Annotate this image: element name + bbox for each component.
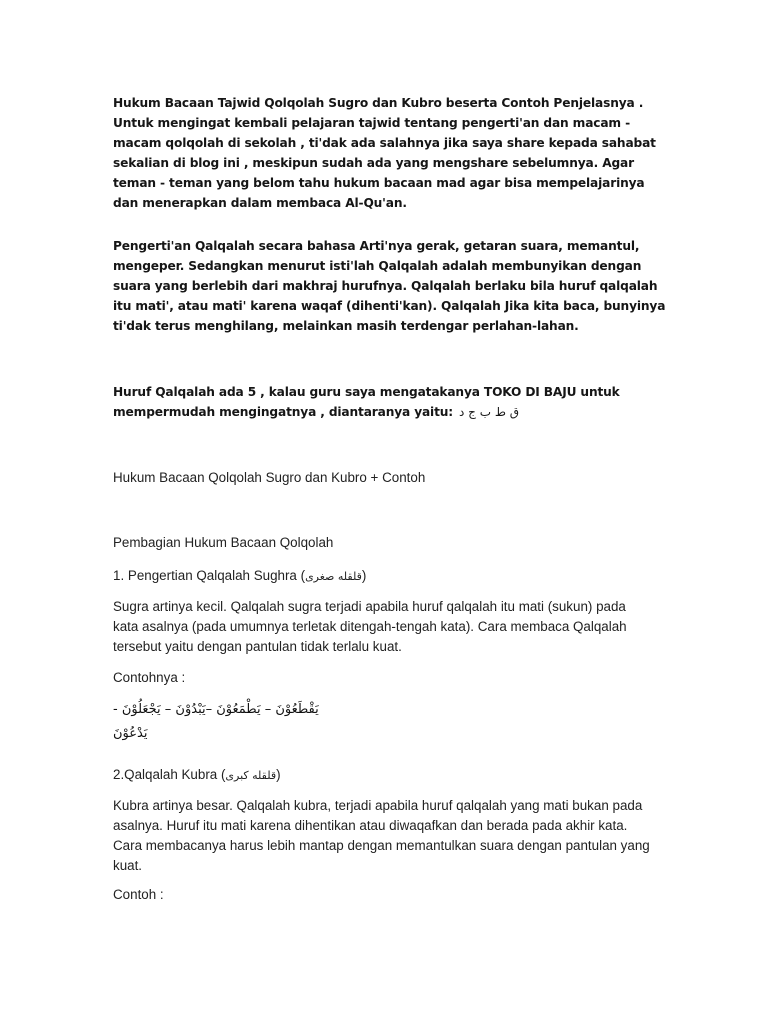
sughra-heading-prefix: 1. Pengertian Qalqalah Sughra ( <box>113 568 306 583</box>
section-title: Hukum Bacaan Qolqolah Sugro dan Kubro + Contoh <box>113 470 426 485</box>
intro-paragraph: Hukum Bacaan Tajwid Qolqolah Sugro dan Kubro beserta Contoh Penjelasnya . Untuk mengingat kembali pelajaran tajwid tentang pengerti'an dan macam - macam qolqolah di sekolah , ti'dak ada salahnya jika saya share kepada sahabat sekalian di blog ini , meskipun sudah ada yang mengshare sebelumnya. Agar teman - teman yang belom tahu hukum bacaan mad agar bisa mempelajarinya dan menerapkan dalam membaca Al-Qu'an. <box>113 96 656 210</box>
kubra-heading-prefix: 2.Qalqalah Kubra ( <box>113 767 226 782</box>
qalqalah-letters-text: Huruf Qalqalah ada 5 , kalau guru saya mengatakanya TOKO DI BAJU untuk mempermudah mengingatnya , diantaranya yaitu: <box>113 385 620 419</box>
sughra-heading-arabic: قلقله صغرى <box>305 570 362 583</box>
sughra-body: Sugra artinya kecil. Qalqalah sugra terjadi apabila huruf qalqalah itu mati (sukun) pada kata asalnya (pada umumnya terletak ditengah-tengah kata). Cara membaca Qalqalah tersebut yaitu dengan pantulan tidak terlalu kuat. <box>113 599 627 654</box>
definition-paragraph: Pengerti'an Qalqalah secara bahasa Arti'nya gerak, getaran suara, memantul, mengeper. Sedangkan menurut isti'lah Qalqalah adalah membunyikan dengan suara yang berlebih dari makhraj hurufnya. Qalqalah berlaku bila huruf qalqalah itu mati', atau mati' karena waqaf (dihenti'kan). Qalqalah Jika kita baca, bunyinya ti'dak terus menghilang, melainkan masih terdengar perlahan-lahan. <box>113 239 666 333</box>
kubra-heading-suffix: ) <box>276 767 281 782</box>
kubra-body: Kubra artinya besar. Qalqalah kubra, terjadi apabila huruf qalqalah yang mati bukan pada asalnya. Huruf itu mati karena dihentikan atau diwaqafkan dan berada pada akhir kata. Cara membacanya harus lebih mantap dengan memantulkan suara dengan pantulan yang kuat. <box>113 798 650 873</box>
sughra-heading <box>113 566 653 587</box>
section-subtitle: Pembagian Hukum Bacaan Qolqolah <box>113 535 334 550</box>
kubra-heading <box>113 765 653 786</box>
kubra-examples-label: Contoh : <box>113 887 164 902</box>
sughra-examples-label: Contohnya : <box>113 670 186 685</box>
sughra-heading-suffix: ) <box>361 568 367 583</box>
kubra-heading-arabic: قلقله كبرى <box>225 769 277 782</box>
sughra-examples-arabic: يَقْطَعُوْنَ – يَطْمَعُوْنَ –يَبْدُوْنَ – يَجْعَلُوْنَ - يَدْعُوْنَ <box>113 702 319 741</box>
qalqalah-letters-arabic: ق ط ب ج د <box>459 405 520 419</box>
qalqalah-letters-paragraph <box>113 382 673 422</box>
